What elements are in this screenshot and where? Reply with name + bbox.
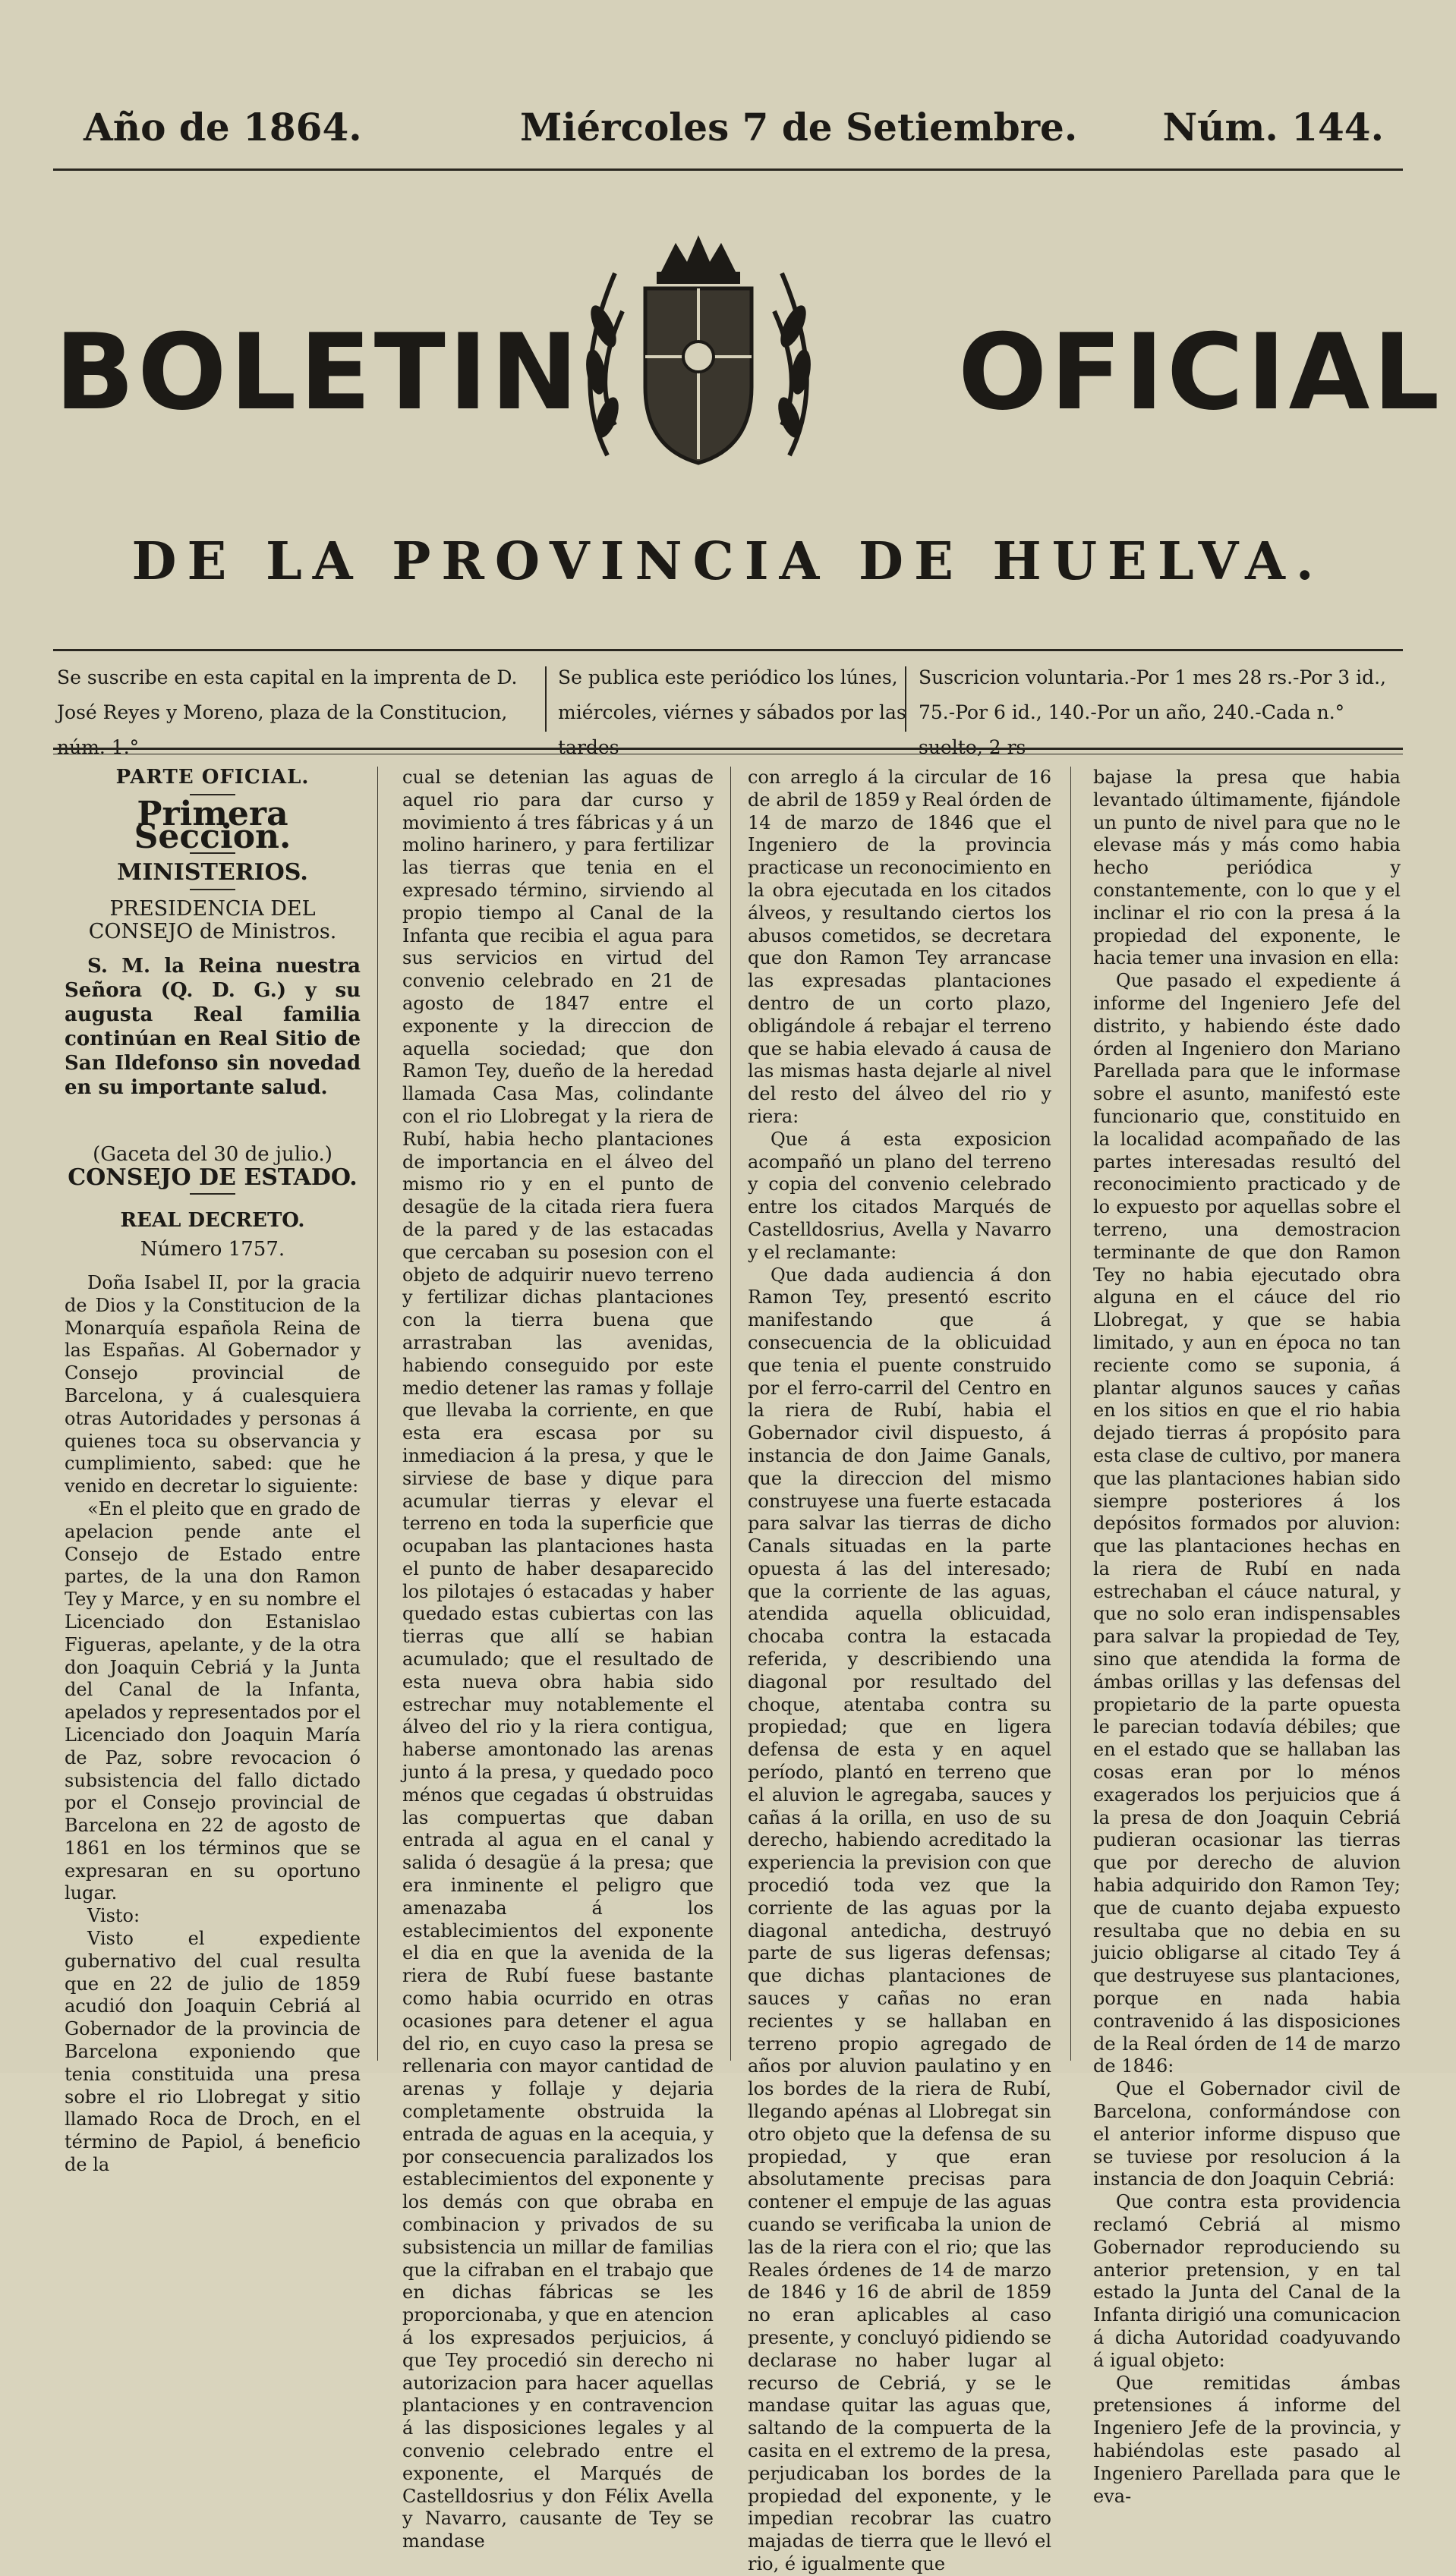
info-top-rule [53, 649, 1403, 651]
column-rule [1070, 767, 1071, 2061]
separator [190, 889, 235, 890]
column-4-paragraph-5: Que remitidas ámbas pretensiones á informe del Ingeniero Jefe de la provincia, y habiéndolas este pasado al Ingeniero Parellada para que le eva- [1093, 2372, 1401, 2507]
column-4 [1093, 767, 1401, 2508]
date-label: Miércoles 7 de Setiembre. [520, 105, 1078, 150]
header-row [76, 105, 1384, 150]
year-label: Año de 1864. [84, 105, 362, 150]
info-divider-1 [545, 666, 547, 732]
masthead-right: OFICIAL [958, 311, 1443, 433]
presidencia-heading: PRESIDENCIA DEL CONSEJO de Ministros. [88, 897, 337, 943]
consejo-heading: CONSEJO DE ESTADO. [68, 1164, 358, 1191]
ministerios-heading: MINISTERIOS. [117, 859, 308, 886]
decree-paragraph-3: Visto: [87, 1905, 140, 1927]
royal-coat-of-arms-icon [562, 228, 835, 478]
column-1 [65, 767, 361, 2177]
prices-text: Suscricion voluntaria.-Por 1 mes 28 rs.-Por 3 id., 75.-Por 6 id., 140.-Por un año, 240.-Cada n.° suelto, 2 rs [919, 666, 1386, 758]
column-3 [748, 767, 1051, 2576]
separator [190, 1193, 235, 1195]
header-rule [53, 168, 1403, 171]
decree-paragraph-4: Visto el expediente gubernativo del cual resulta que en 22 de julio de 1859 acudió don Joaquin Cebriá al Gobernador de la provincia de Barcelona exponiendo que tenia constituida una presa sobre el rio Llobregat y sitio llamado Roca de Droch, en el término de Papiol, á beneficio de la [65, 1928, 361, 2176]
column-rule [377, 767, 378, 2061]
decree-paragraph-1: Doña Isabel II, por la gracia de Dios y la Constitucion de la Monarquía española Reina de las Españas. Al Gobernador y Consejo provincial de Barcelona, y á cualesquiera otras Autoridades y personas á quienes toca su observancia y cumplimiento, sabed: que he venido en decretar lo siguiente: [65, 1271, 361, 1497]
column-3-paragraph-3: Que dada audiencia á don Ramon Tey, presentó escrito manifestando que á consecuencia de la oblicuidad que tenia el puente construido por el ferro-carril del Centro en la riera de Rubí, habia el Gobernador civil dispuesto, á instancia de don Jaime Ganals, que la direccion del mismo construyese una fuerte estacada para salvar las tierras de dicho Canals situadas en la parte opuesta á las del interesado; que la corriente de las aguas, atendida aquella oblicuidad, chocaba contra la estacada referida, y describiendo una diagonal por resultado del choque, atentaba contra su propiedad; que en ligera defensa de esta y en aquel período, plantó en terreno que el aluvion le agregaba, sauces y cañas á la orilla, en uso de su derecho, habiendo acreditado la experiencia la prevision con que procedió toda vez que la corriente de las aguas por la diagonal antedicha, destruyó parte de sus ligeras defensas; que dichas plantaciones de sauces y cañas no eran recientes y se hallaban en terreno propio agregado de años por aluvion paulatino y en los bordes de la riera de Rubí, llegando apénas al Llobregat sin otro objeto que la defensa de su propiedad, y que eran absolutamente precisas para contener el empuje de las aguas cuando se verificaba la union de las de la riera con el rio; que las Reales órdenes de 14 de marzo de 1846 y 16 de abril de 1859 no eran aplicables al caso presente, y concluyó pidiendo se declarase no haber lugar al recurso de Cebriá, y se le mandase quitar las aguas que, saltando de la compuerta de la casita en el extremo de la presa, perjudicaban los bordes de la propiedad del exponente, y le impedian recobrar las cuatro majadas de tierra que le llevó el rio, é igualmente que [748, 1264, 1051, 2574]
primera-seccion-heading: Primera Seccion. [134, 794, 292, 856]
masthead-left: BOLETIN [55, 311, 581, 433]
decree-number: Número 1757. [140, 1238, 285, 1261]
subscription-info [57, 660, 1399, 758]
decree-paragraph-2: «En el pleito que en grado de apelacion pende ante el Consejo de Estado entre partes, de la una don Ramon Tey y Marce, y en su nombre el Licenciado don Estanislao Figueras, apelante, y de la otra don Joaquin Cebriá y la Junta del Canal de la Infanta, apelados y representados por el Licenciado don Joaquin María de Paz, sobre revocacion ó subsistencia del fallo dictado por el Consejo provincial de Barcelona en 22 de agosto de 1861 en los términos que se expresaran en su oportuno lugar. [65, 1497, 361, 1904]
column-4-paragraph-4: Que contra esta providencia reclamó Cebriá al mismo Gobernador reproduciendo su anterior pretension, y en tal estado la Junta del Canal de la Infanta dirigió una comunicacion á dicha Autoridad coadyuvando á igual objeto: [1093, 2191, 1401, 2371]
issue-number: Núm. 144. [1162, 105, 1384, 150]
column-rule [730, 767, 731, 2061]
info-divider-2 [905, 666, 906, 732]
info-bottom-rule [53, 748, 1403, 750]
column-4-paragraph-1: bajase la presa que habia levantado últimamente, fijándole un punto de nivel para que no le elevase más y más como habia hecho periódica y constantemente, con lo que y el inclinar el rio con la presa á la propiedad del exponente, le hacia temer una invasion en ella: [1093, 767, 1401, 969]
column-4-paragraph-2: Que pasado el expediente á informe del Ingeniero Jefe del distrito, y habiendo éste dado órden al Ingeniero don Mariano Parellada para que le informase sobre el asunto, manifestó este funcionario que, constituido en la localidad acompañado de las partes interesadas resultó del reconocimiento practicado y de lo expuesto por aquellas sobre el terreno, una demostracion terminante de que don Ramon Tey no habia ejecutado obra alguna en el cáuce del rio Llobregat, y que se habia limitado, y aun en época no tan reciente como se suponia, á plantar algunos sauces y cañas en los sitios en que el rio habia dejado tierras á propósito para esta clase de cultivo, por manera que las plantaciones habian sido siempre posteriores á los depósitos formados por aluvion: que las plantaciones hechas en la riera de Rubí en nada estrechaban el cáuce natural, y que no solo eran indispensables para salvar la propiedad de Tey, sino que atendida la forma de ámbas orillas y las defensas del propietario de la parte opuesta le parecian todavía débiles; que en el estado que se hallaban las cosas eran por lo ménos exagerados los perjuicios que á la presa de don Joaquin Cebriá pudieran ocasionar las tierras que por derecho de aluvion habia adquirido don Ramon Tey; que de cuanto dejaba expuesto resultaba que no debia en su juicio obligarse al citado Tey á que destruyese sus plantaciones, porque en nada habia contravenido á las disposiciones de la Real órden de 14 de marzo de 1846: [1093, 970, 1401, 2077]
masthead-subtitle: DE LA PROVINCIA DE HUELVA. [131, 531, 1325, 592]
real-decreto-heading: REAL DECRETO. [120, 1209, 305, 1233]
court-news-paragraph: S. M. la Reina nuestra Señora (Q. D. G.) y su augusta Real familia continúan en Real Sitio de San Ildefonso sin novedad en su importante salud. [65, 954, 361, 1099]
column-2-paragraph-1: cual se detenian las aguas de aquel rio para dar curso y movimiento á tres fábricas y á un molino harinero, y para fertilizar las tierras que tenia en el expresado término, sirviendo al propio tiempo al Canal de la Infanta que recibia el agua para sus servicios en virtud del convenio celebrado en 21 de agosto de 1847 entre el exponente y la direccion de aquella sociedad; que don Ramon Tey, dueño de la heredad llamada Casa Mas, colindante con el rio Llobregat y la riera de Rubí, habia hecho plantaciones de importancia en el álveo del mismo rio y en el punto de desagüe de la citada riera fuera de la pared y de las estacadas que cercaban su posesion con el objeto de adquirir nuevo terreno y fertilizar dichas plantaciones con la tierra buena que arrastraban las avenidas, habiendo conseguido por este medio detener las ramas y follaje que llevaba la corriente, en que esta era escasa por su inmediacion á la presa, y que le sirviese de base y dique para acumular tierras y elevar el terreno en toda la superficie que ocupaban las plantaciones hasta el punto de haber desaparecido los pilotajes ó estacadas y haber quedado estas cubiertas con las tierras que allí se habian acumulado; que el resultado de esta nueva obra habia sido estrechar muy notablemente el álveo del rio y la riera contigua, haberse amontonado las arenas junto á la presa, y quedado poco ménos que cegadas ú obstruidas las compuertas que daban entrada al agua en el canal y salida ó desagüe á la presa; que era inminente el peligro que amenazaba á los establecimientos del exponente el dia en que la avenida de la riera de Rubí fuese bastante como habia ocurrido en otras ocasiones para detener el agua del rio, en cuyo caso la presa se rellenaria con mayor cantidad de arenas y follaje y dejaria completamente obstruida la entrada de aguas en la acequia, y por consecuencia paralizados los establecimientos del exponente y los demás con que obraba en combinacion y privados de su subsistencia un millar de familias que la cifraban en el trabajo que en dichas fábricas se les proporcionaba, y que en atencion á los expresados perjuicios, á que Tey procedió sin derecho ni autorizacion para hacer aquellas plantaciones y en contravencion á las disposiciones legales y al convenio celebrado entre el exponente, el Marqués de Castelldosrius y don Félix Avella y Navarro, causante de Tey se mandase [402, 767, 714, 2552]
subscription-text: Se suscribe en esta capital en la imprenta de D. José Reyes y Moreno, plaza de la Constitucion, núm. 1.° [57, 666, 518, 758]
column-4-paragraph-3: Que el Gobernador civil de Barcelona, conformándose con el anterior informe dispuso que se tuviese por resolucion á la instancia de don Joaquin Cebriá: [1093, 2078, 1401, 2190]
column-3-paragraph-2: Que á esta exposicion acompañó un plano del terreno y copia del convenio celebrado entre los citados Marqués de Castelldosrius, Avella y Navarro y el reclamante: [748, 1128, 1051, 1263]
gaceta-reference: (Gaceta del 30 de julio.) [93, 1142, 332, 1166]
column-3-paragraph-1: con arreglo á la circular de 16 de abril de 1859 y Real órden de 14 de marzo de 1846 que el Ingeniero de la provincia practicase un reconocimiento en la obra ejecutada en los citados álveos, y resultando ciertos los abusos cometidos, se decretara que don Ramon Tey arrancase las expresadas plantaciones dentro de un corto plazo, obligándole á rebajar el terreno que se habia elevado á causa de las mismas hasta dejarle al nivel del resto del álveo del rio y riera: [748, 767, 1051, 1127]
column-2 [402, 767, 714, 2553]
parte-oficial-heading: PARTE OFICIAL. [115, 766, 310, 789]
schedule-text: Se publica este periódico los lúnes, miércoles, viérnes y sábados por las tardes [558, 666, 906, 758]
